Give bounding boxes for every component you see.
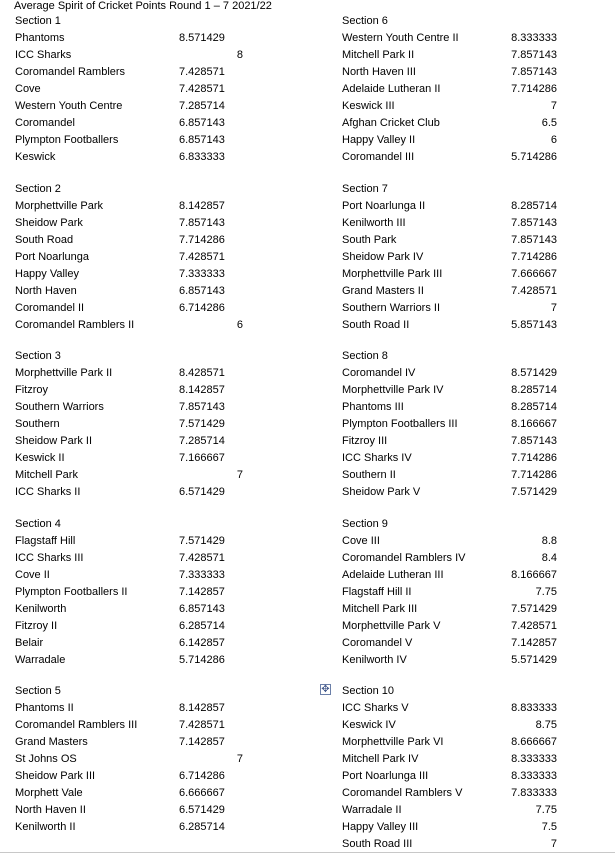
- points-value: 8.571429: [179, 32, 225, 44]
- team-row: [15, 266, 260, 283]
- section-block: [15, 683, 260, 851]
- team-name: Coromandel: [15, 117, 75, 129]
- team-name: Cove III: [342, 534, 380, 547]
- points-value: 7.857143: [511, 66, 557, 78]
- team-row: [15, 30, 260, 47]
- team-row: [342, 550, 557, 567]
- team-name: North Haven: [15, 284, 77, 297]
- points-value: 7.714286: [511, 452, 557, 464]
- team-name: Keswick II: [15, 452, 65, 464]
- team-row: [342, 635, 557, 652]
- team-name: Coromandel Ramblers III: [15, 719, 138, 731]
- team-row: [15, 550, 260, 567]
- team-row: [15, 785, 260, 802]
- right-column: [342, 13, 557, 851]
- team-row: [342, 567, 557, 584]
- points-value: 6.142857: [179, 636, 225, 649]
- team-name: Flagstaff Hill: [15, 534, 76, 547]
- team-name: Keswick: [15, 151, 56, 163]
- section-heading: Section 1: [15, 15, 61, 27]
- team-row: [342, 700, 557, 717]
- points-value: 7.142857: [179, 736, 225, 748]
- team-row: [342, 533, 557, 550]
- team-name: Morphett Vale: [15, 787, 83, 799]
- team-name: ICC Sharks: [15, 49, 72, 61]
- team-name: Fitzroy III: [342, 435, 388, 447]
- points-value: 7: [236, 469, 243, 481]
- points-value: 6.714286: [179, 301, 225, 314]
- team-name: Mitchell Park IV: [342, 753, 419, 765]
- team-name: Western Youth Centre II: [342, 32, 459, 44]
- section-heading: Section 2: [15, 182, 61, 195]
- team-row: [342, 399, 557, 416]
- points-value: 7.666667: [511, 267, 557, 280]
- team-name: Keswick III: [342, 100, 395, 112]
- points-value: 7.571429: [179, 418, 225, 430]
- points-value: 5.857143: [511, 318, 557, 331]
- points-value: 7.285714: [179, 100, 225, 112]
- team-name: Sheidow Park IV: [342, 250, 424, 263]
- section-block: [342, 348, 557, 516]
- team-name: Happy Valley II: [342, 134, 416, 146]
- team-name: Western Youth Centre: [15, 100, 123, 112]
- team-name: Plympton Footballers II: [15, 585, 128, 598]
- team-name: Morphettville Park II: [15, 367, 113, 379]
- team-row: [15, 768, 260, 785]
- points-value: 8.666667: [511, 736, 557, 748]
- points-value: 8.333333: [511, 32, 557, 44]
- team-name: Plympton Footballers III: [342, 418, 458, 430]
- points-value: 7.714286: [179, 233, 225, 246]
- team-row: [15, 382, 260, 399]
- team-row: [15, 64, 260, 81]
- team-row: [342, 768, 557, 785]
- team-name: Warradale: [15, 653, 66, 666]
- team-name: Adelaide Lutheran III: [342, 568, 444, 581]
- points-value: 6.5: [541, 117, 557, 129]
- team-row: [342, 734, 557, 751]
- team-name: Afghan Cricket Club: [342, 117, 440, 129]
- team-row: [342, 98, 557, 115]
- points-value: 7.428571: [179, 551, 225, 564]
- points-value: 6.666667: [179, 787, 225, 799]
- team-row: [15, 584, 260, 601]
- team-name: Coromandel IV: [342, 367, 416, 379]
- page-bottom-border: [0, 852, 615, 853]
- team-row: [15, 601, 260, 618]
- points-value: 6.857143: [179, 117, 225, 129]
- points-value: 7.857143: [179, 216, 225, 229]
- team-row: [342, 300, 557, 317]
- team-name: Cove II: [15, 568, 50, 581]
- team-row: [342, 215, 557, 232]
- team-name: Morphettville Park III: [342, 267, 443, 280]
- team-name: Coromandel II: [15, 301, 85, 314]
- section-block: [15, 13, 260, 181]
- team-row: [342, 751, 557, 768]
- document-title: Average Spirit of Cricket Points Round 1 – 7 2021/22: [14, 0, 272, 12]
- team-row: [15, 98, 260, 115]
- team-row: [15, 618, 260, 635]
- team-row: [15, 132, 260, 149]
- team-row: [15, 467, 260, 484]
- team-row: [342, 64, 557, 81]
- team-row: [342, 717, 557, 734]
- team-row: [342, 652, 557, 669]
- points-value: 8: [236, 49, 243, 61]
- points-value: 7.142857: [179, 585, 225, 598]
- team-row: [15, 533, 260, 550]
- points-value: 6.714286: [179, 770, 225, 782]
- team-row: [15, 317, 260, 334]
- points-value: 7.428571: [511, 619, 557, 632]
- team-row: [15, 450, 260, 467]
- points-value: 8.4: [541, 551, 557, 564]
- points-value: 7.428571: [179, 66, 225, 78]
- team-row: [342, 819, 557, 836]
- team-row: [342, 132, 557, 149]
- team-name: Warradale II: [342, 804, 402, 816]
- team-name: Port Noarlunga: [15, 250, 89, 263]
- team-name: Adelaide Lutheran II: [342, 83, 441, 95]
- team-name: Fitzroy: [15, 384, 48, 396]
- points-value: 7.571429: [511, 486, 557, 498]
- section-heading: Section 7: [342, 182, 388, 195]
- team-name: Keswick IV: [342, 719, 396, 731]
- team-name: Morphettville Park: [15, 199, 104, 212]
- team-row: [15, 802, 260, 819]
- section-block: [15, 348, 260, 516]
- points-value: 7: [236, 753, 243, 765]
- points-value: 7.833333: [511, 787, 557, 799]
- team-name: Southern II: [342, 469, 396, 481]
- team-row: [15, 567, 260, 584]
- team-row: [342, 484, 557, 501]
- section-block: [342, 683, 557, 851]
- team-name: Port Noarlunga III: [342, 770, 429, 782]
- points-value: 6.571429: [179, 486, 225, 498]
- team-row: [342, 450, 557, 467]
- team-row: [15, 433, 260, 450]
- table-move-handle-icon[interactable]: ✥: [321, 684, 330, 695]
- team-row: [342, 836, 557, 853]
- left-column: [15, 13, 260, 851]
- points-value: 7.714286: [511, 469, 557, 481]
- points-value: 7.428571: [179, 250, 225, 263]
- points-value: 8.285714: [511, 384, 557, 396]
- team-row: [342, 601, 557, 618]
- team-name: ICC Sharks IV: [342, 452, 412, 464]
- team-row: [15, 399, 260, 416]
- team-name: Mitchell Park III: [342, 602, 418, 615]
- team-name: Coromandel III: [342, 151, 415, 163]
- team-row: [15, 635, 260, 652]
- team-row: [15, 365, 260, 382]
- points-value: 7: [550, 100, 557, 112]
- team-name: Phantoms III: [342, 401, 404, 413]
- section-block: [342, 13, 557, 181]
- team-row: [342, 283, 557, 300]
- points-value: 8.833333: [511, 702, 557, 714]
- team-row: [342, 232, 557, 249]
- team-row: [342, 584, 557, 601]
- points-value: 7.428571: [511, 284, 557, 297]
- points-value: 8.428571: [179, 367, 225, 379]
- team-name: Phantoms: [15, 32, 65, 44]
- team-name: Happy Valley: [15, 267, 79, 280]
- points-value: 7.857143: [511, 49, 557, 61]
- points-value: 8.166667: [511, 418, 557, 430]
- points-value: 8.333333: [511, 753, 557, 765]
- points-value: 5.714286: [511, 151, 557, 163]
- team-row: [15, 700, 260, 717]
- points-value: 6.857143: [179, 134, 225, 146]
- team-row: [342, 30, 557, 47]
- team-row: [15, 300, 260, 317]
- team-name: Sheidow Park: [15, 216, 83, 229]
- team-row: [15, 734, 260, 751]
- team-name: Coromandel Ramblers: [15, 66, 126, 78]
- points-value: 8.166667: [511, 568, 557, 581]
- team-row: [15, 416, 260, 433]
- team-name: Kenilworth III: [342, 216, 406, 229]
- points-value: 7.857143: [179, 401, 225, 413]
- team-row: [342, 249, 557, 266]
- points-value: 8.8: [541, 534, 557, 547]
- team-row: [342, 382, 557, 399]
- team-name: Morphettville Park IV: [342, 384, 444, 396]
- team-row: [342, 115, 557, 132]
- team-row: [342, 317, 557, 334]
- section-block: [15, 516, 260, 684]
- team-name: South Road II: [342, 318, 410, 331]
- team-name: Sheidow Park II: [15, 435, 93, 447]
- section-heading: Section 9: [342, 517, 388, 530]
- section-block: [342, 516, 557, 684]
- team-row: [15, 652, 260, 669]
- points-value: 6.857143: [179, 602, 225, 615]
- team-name: Plympton Footballers: [15, 134, 119, 146]
- points-value: 7: [550, 301, 557, 314]
- section-heading: Section 10: [342, 685, 394, 697]
- team-row: [15, 81, 260, 98]
- team-row: [342, 467, 557, 484]
- points-value: 5.571429: [511, 653, 557, 666]
- points-value: 8.571429: [511, 367, 557, 379]
- points-value: 7.857143: [511, 216, 557, 229]
- team-name: Cove: [15, 83, 41, 95]
- points-value: 7.285714: [179, 435, 225, 447]
- team-name: Coromandel Ramblers II: [15, 318, 135, 331]
- team-name: Coromandel Ramblers V: [342, 787, 463, 799]
- team-row: [342, 365, 557, 382]
- team-row: [342, 266, 557, 283]
- points-value: 8.285714: [511, 199, 557, 212]
- team-name: Fitzroy II: [15, 619, 58, 632]
- team-name: Kenilworth II: [15, 821, 76, 833]
- team-row: [15, 198, 260, 215]
- team-name: Coromandel Ramblers IV: [342, 551, 466, 564]
- team-row: [342, 149, 557, 166]
- points-value: 6.571429: [179, 804, 225, 816]
- team-row: [15, 484, 260, 501]
- team-row: [15, 283, 260, 300]
- team-row: [342, 802, 557, 819]
- section-heading: Section 4: [15, 517, 61, 530]
- points-value: 7.333333: [179, 568, 225, 581]
- team-name: ICC Sharks III: [15, 551, 84, 564]
- team-name: Morphettville Park VI: [342, 736, 444, 748]
- points-value: 7.142857: [511, 636, 557, 649]
- points-value: 7.428571: [179, 83, 225, 95]
- points-value: 7.333333: [179, 267, 225, 280]
- team-row: [342, 433, 557, 450]
- team-name: South Road: [15, 233, 74, 246]
- team-row: [342, 618, 557, 635]
- team-name: Southern: [15, 418, 60, 430]
- team-name: Southern Warriors: [15, 401, 104, 413]
- points-value: 6: [236, 318, 243, 331]
- points-value: 7.5: [541, 821, 557, 833]
- points-value: 7.75: [535, 804, 557, 816]
- team-name: ICC Sharks V: [342, 702, 409, 714]
- team-name: North Haven II: [15, 804, 86, 816]
- points-value: 7.428571: [179, 719, 225, 731]
- team-name: Kenilworth IV: [342, 653, 407, 666]
- points-value: 5.714286: [179, 653, 225, 666]
- points-value: 6.285714: [179, 619, 225, 632]
- team-name: Sheidow Park V: [342, 486, 421, 498]
- team-name: Grand Masters: [15, 736, 88, 748]
- team-name: South Park: [342, 233, 397, 246]
- team-name: St Johns OS: [15, 753, 77, 765]
- team-row: [15, 215, 260, 232]
- team-name: Southern Warriors II: [342, 301, 441, 314]
- points-value: 7.714286: [511, 83, 557, 95]
- points-value: 8.142857: [179, 199, 225, 212]
- team-name: Kenilworth: [15, 602, 67, 615]
- team-row: [342, 81, 557, 98]
- section-heading: Section 8: [342, 350, 388, 362]
- team-row: [342, 198, 557, 215]
- points-value: 8.333333: [511, 770, 557, 782]
- team-name: Mitchell Park: [15, 469, 78, 481]
- points-value: 7: [550, 838, 557, 850]
- team-row: [15, 249, 260, 266]
- team-row: [342, 47, 557, 64]
- points-value: 6.857143: [179, 284, 225, 297]
- points-value: 7.714286: [511, 250, 557, 263]
- team-name: Happy Valley III: [342, 821, 419, 833]
- team-row: [342, 785, 557, 802]
- team-name: Sheidow Park III: [15, 770, 96, 782]
- team-row: [15, 149, 260, 166]
- points-value: 6.833333: [179, 151, 225, 163]
- team-row: [15, 751, 260, 768]
- team-name: Coromandel V: [342, 636, 413, 649]
- points-value: 6.285714: [179, 821, 225, 833]
- section-heading: Section 6: [342, 15, 388, 27]
- section-heading: Section 5: [15, 685, 61, 697]
- points-value: 7.571429: [511, 602, 557, 615]
- points-value: 7.857143: [511, 435, 557, 447]
- points-value: 7.857143: [511, 233, 557, 246]
- team-row: [15, 717, 260, 734]
- team-name: Belair: [15, 636, 44, 649]
- section-block: [342, 181, 557, 349]
- team-name: Flagstaff Hill II: [342, 585, 412, 598]
- points-value: 8.142857: [179, 384, 225, 396]
- team-row: [15, 232, 260, 249]
- points-value: 8.75: [535, 719, 557, 731]
- team-name: Mitchell Park II: [342, 49, 415, 61]
- team-row: [15, 47, 260, 64]
- points-value: 8.285714: [511, 401, 557, 413]
- points-value: 7.571429: [179, 534, 225, 547]
- team-row: [342, 416, 557, 433]
- points-value: 7.75: [535, 585, 557, 598]
- points-value: 8.142857: [179, 702, 225, 714]
- section-block: [15, 181, 260, 349]
- team-name: Morphettville Park V: [342, 619, 441, 632]
- section-heading: Section 3: [15, 350, 61, 362]
- team-name: North Haven III: [342, 66, 416, 78]
- team-name: Port Noarlunga II: [342, 199, 426, 212]
- team-name: ICC Sharks II: [15, 486, 81, 498]
- team-name: South Road III: [342, 838, 413, 850]
- team-row: [15, 115, 260, 132]
- points-value: 7.166667: [179, 452, 225, 464]
- points-value: 6: [550, 134, 557, 146]
- team-name: Phantoms II: [15, 702, 74, 714]
- team-row: [15, 819, 260, 836]
- team-name: Grand Masters II: [342, 284, 424, 297]
